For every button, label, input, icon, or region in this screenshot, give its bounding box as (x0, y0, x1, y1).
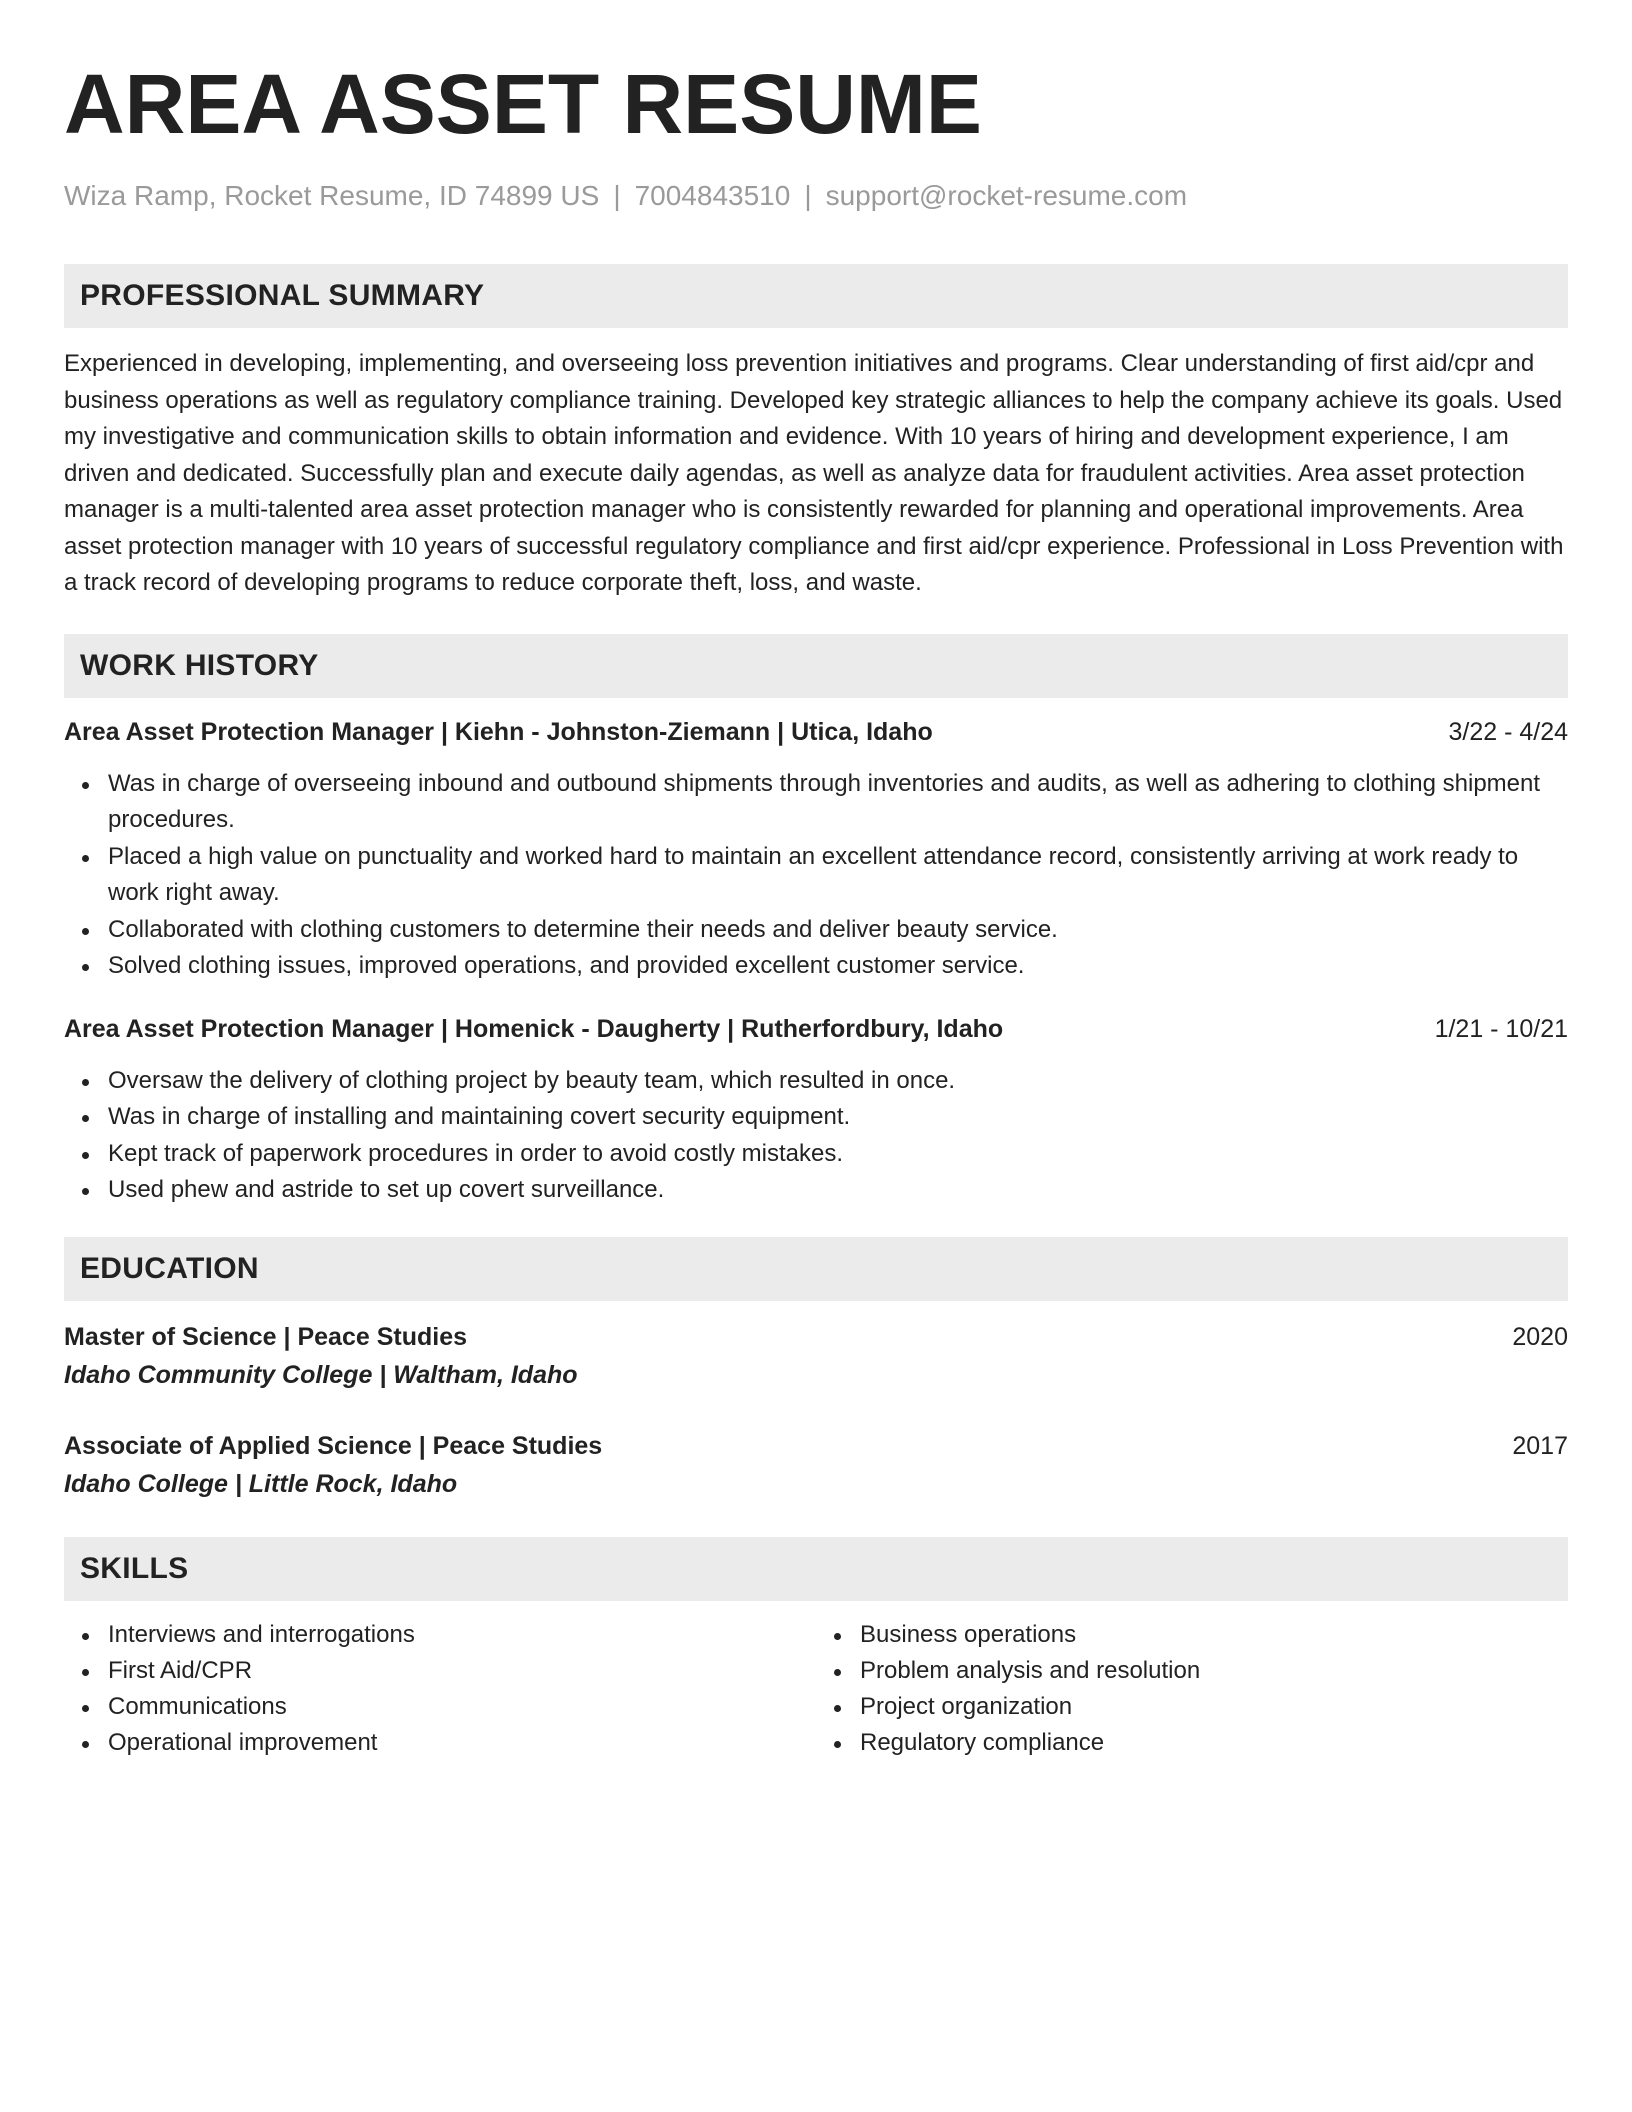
job-bullet: Oversaw the delivery of clothing project by beauty team, which resulted in once. (108, 1063, 1568, 1100)
education-degree: Master of Science | Peace Studies (64, 1322, 468, 1351)
section-header-skills: SKILLS (64, 1537, 1568, 1601)
education-year: 2017 (1512, 1431, 1568, 1460)
job-entry (64, 1011, 1568, 1209)
contact-phone: 7004843510 (634, 180, 791, 211)
resume-title: AREA ASSET RESUME (64, 57, 982, 151)
job-dates: 3/22 - 4/24 (1448, 717, 1568, 746)
section-header-education: EDUCATION (64, 1237, 1568, 1301)
job-bullet: Kept track of paperwork procedures in order to avoid costly mistakes. (108, 1136, 1568, 1173)
education-header-row (64, 1428, 1568, 1465)
job-bullet: Placed a high value on punctuality and worked hard to maintain an excellent attendance record, consistently arriving at work ready to work right away. (108, 839, 1568, 912)
summary-text: Experienced in developing, implementing, and overseeing loss prevention initiatives and programs. Clear understanding of first aid/cpr and business operations as well as regulatory compliance training. Developed key strategic alliances to help the company achieve its goals. Used my investigative and communication skills to obtain information and evidence. With 10 years of hiring and development experience, I am driven and dedicated. Successfully plan and execute daily agendas, as well as analyze data for fraudulent activities. Area asset protection manager is a multi-talented area asset protection manager who is consistently rewarded for planning and operational improvements. Area asset protection manager with 10 years of successful regulatory compliance and first aid/cpr experience. Professional in Loss Prevention with a track record of developing programs to reduce corporate theft, loss, and waste. (64, 350, 1564, 596)
job-header-row (64, 714, 1568, 750)
skill-item: First Aid/CPR (108, 1653, 816, 1689)
skills-list-left (64, 1617, 816, 1761)
contact-address: Wiza Ramp, Rocket Resume, ID 74899 US (64, 180, 600, 211)
education-school: Idaho Community College | Waltham, Idaho (64, 1360, 578, 1389)
contact-separator: | (804, 180, 812, 211)
job-title: Area Asset Protection Manager | Homenick - Daugherty | Rutherfordbury, Idaho (64, 1014, 1004, 1043)
skill-item: Communications (108, 1689, 816, 1725)
skill-item: Problem analysis and resolution (860, 1653, 1568, 1689)
job-title: Area Asset Protection Manager | Kiehn - Johnston-Ziemann | Utica, Idaho (64, 717, 933, 746)
skill-item: Interviews and interrogations (108, 1617, 816, 1653)
job-entry (64, 714, 1568, 985)
skill-item: Regulatory compliance (860, 1725, 1568, 1761)
skill-item: Business operations (860, 1617, 1568, 1653)
education-year: 2020 (1512, 1322, 1568, 1351)
job-bullet: Was in charge of installing and maintaining covert security equipment. (108, 1099, 1568, 1136)
education-header-row (64, 1319, 1568, 1356)
contact-email: support@rocket-resume.com (825, 180, 1188, 211)
job-bullet: Solved clothing issues, improved operations, and provided excellent customer service. (108, 948, 1568, 985)
education-school: Idaho College | Little Rock, Idaho (64, 1469, 458, 1498)
contact-separator: | (613, 180, 621, 211)
contact-line (64, 178, 1568, 214)
job-dates: 1/21 - 10/21 (1434, 1014, 1568, 1043)
education-entry (64, 1428, 1568, 1503)
job-bullet: Was in charge of overseeing inbound and outbound shipments through inventories and audits, as well as adhering to clothing shipment procedures. (108, 766, 1568, 839)
skills-list-right (816, 1617, 1568, 1761)
job-bullet: Used phew and astride to set up covert surveillance. (108, 1172, 1568, 1209)
skill-item: Project organization (860, 1689, 1568, 1725)
skills-columns (64, 1617, 1568, 1761)
education-degree: Associate of Applied Science | Peace Studies (64, 1431, 603, 1460)
education-entry (64, 1319, 1568, 1394)
job-bullet-list (64, 766, 1568, 985)
section-header-summary: PROFESSIONAL SUMMARY (64, 264, 1568, 328)
skill-item: Operational improvement (108, 1725, 816, 1761)
job-header-row (64, 1011, 1568, 1047)
section-header-work-history: WORK HISTORY (64, 634, 1568, 698)
job-bullet: Collaborated with clothing customers to determine their needs and deliver beauty service. (108, 912, 1568, 949)
job-bullet-list (64, 1063, 1568, 1209)
